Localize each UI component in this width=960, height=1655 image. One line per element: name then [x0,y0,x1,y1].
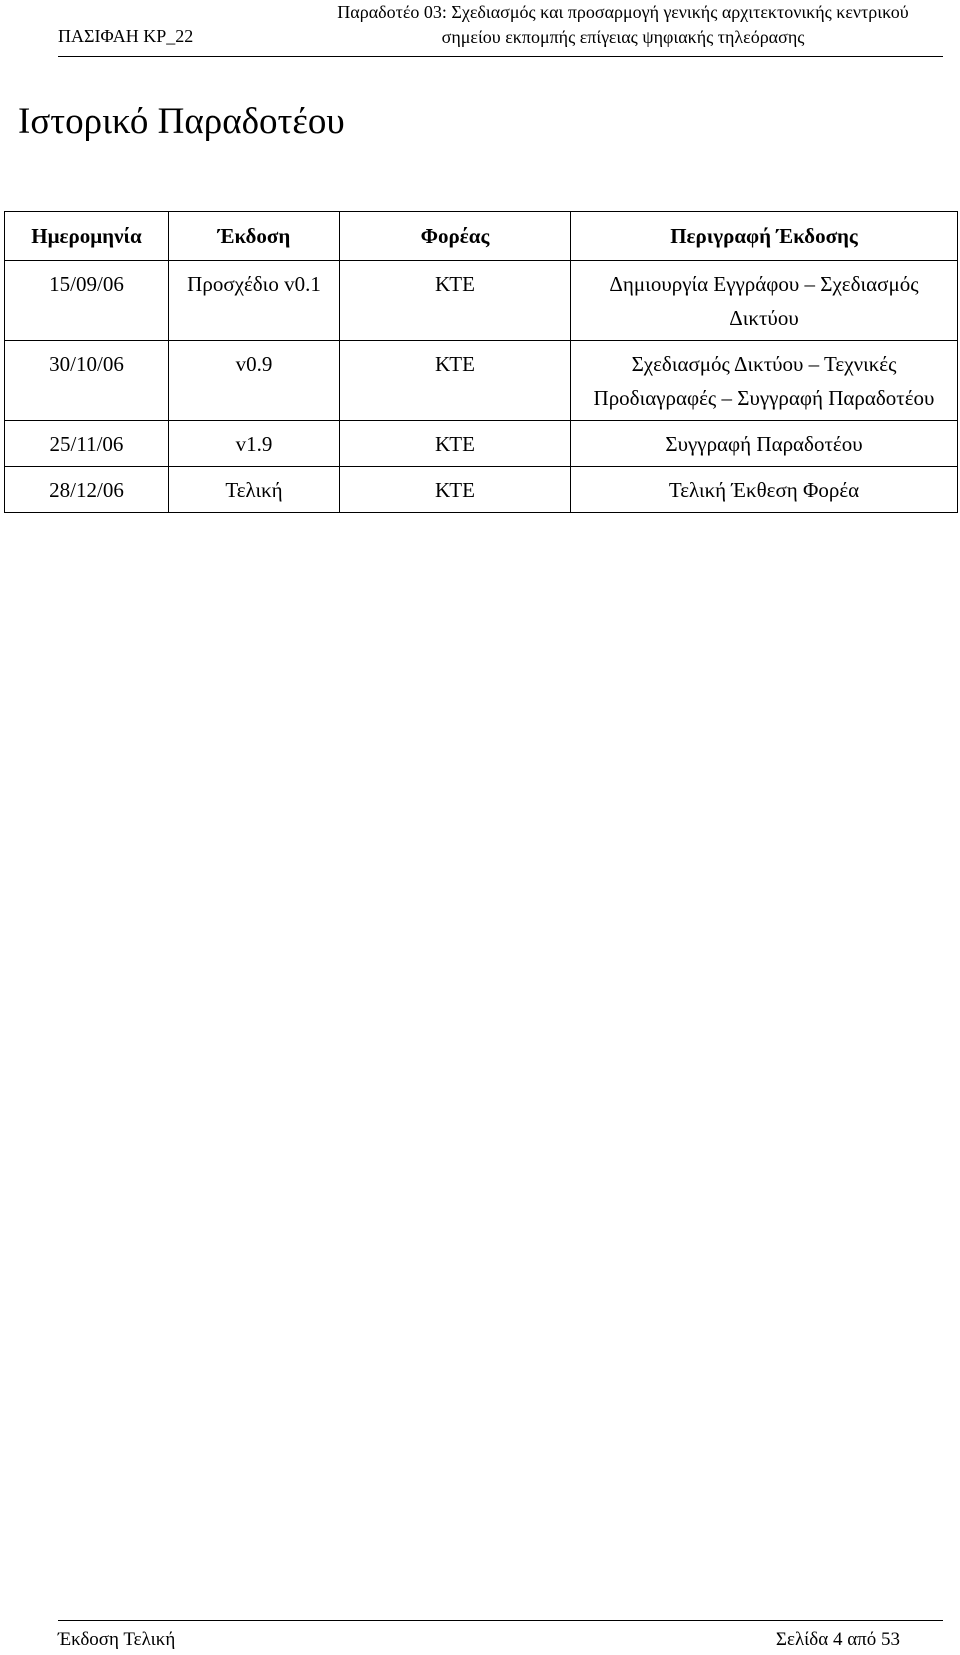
page-title: Ιστορικό Παραδοτέου [18,101,345,142]
deliverable-title-line-1: Παραδοτέο 03: Σχεδιασμός και προσαρμογή γενικής αρχιτεκτονικής κεντρικού [337,2,909,22]
deliverable-title [303,0,943,50]
cell-date: 25/11/06 [5,421,169,467]
cell-version: v0.9 [169,341,340,421]
column-header-version: Έκδοση [169,212,340,261]
cell-description: Σχεδιασμός Δικτύου – Τεχνικές Προδιαγραφές – Συγγραφή Παραδοτέου [571,341,958,421]
cell-version: v1.9 [169,421,340,467]
cell-date: 30/10/06 [5,341,169,421]
column-header-organization: Φορέας [340,212,571,261]
cell-description: Δημιουργία Εγγράφου – Σχεδιασμός Δικτύου [571,261,958,341]
cell-description: Συγγραφή Παραδοτέου [571,421,958,467]
cell-date: 15/09/06 [5,261,169,341]
cell-date: 28/12/06 [5,467,169,513]
cell-version: Τελική [169,467,340,513]
page-footer [58,1620,943,1655]
deliverable-title-line-2: σημείου εκπομπής επίγειας ψηφιακής τηλεόρασης [441,27,805,47]
table-row [5,421,958,467]
version-history-table [4,211,958,513]
column-header-description: Περιγραφή Έκδοσης [571,212,958,261]
table-row [5,261,958,341]
table-header-row [5,212,958,261]
table-row [5,467,958,513]
cell-organization: ΚΤΕ [340,421,571,467]
column-header-date: Ημερομηνία [5,212,169,261]
table-row [5,341,958,421]
page-number: Σελίδα 4 από 53 [775,1629,900,1650]
footer-version: Έκδοση Τελική [58,1629,176,1650]
page-header [58,0,943,57]
cell-organization: ΚΤΕ [340,341,571,421]
cell-organization: ΚΤΕ [340,467,571,513]
project-code: ΠΑΣΙΦΑΗ ΚΡ_22 [58,26,194,46]
cell-description: Τελική Έκθεση Φορέα [571,467,958,513]
cell-organization: ΚΤΕ [340,261,571,341]
cell-version: Προσχέδιο v0.1 [169,261,340,341]
